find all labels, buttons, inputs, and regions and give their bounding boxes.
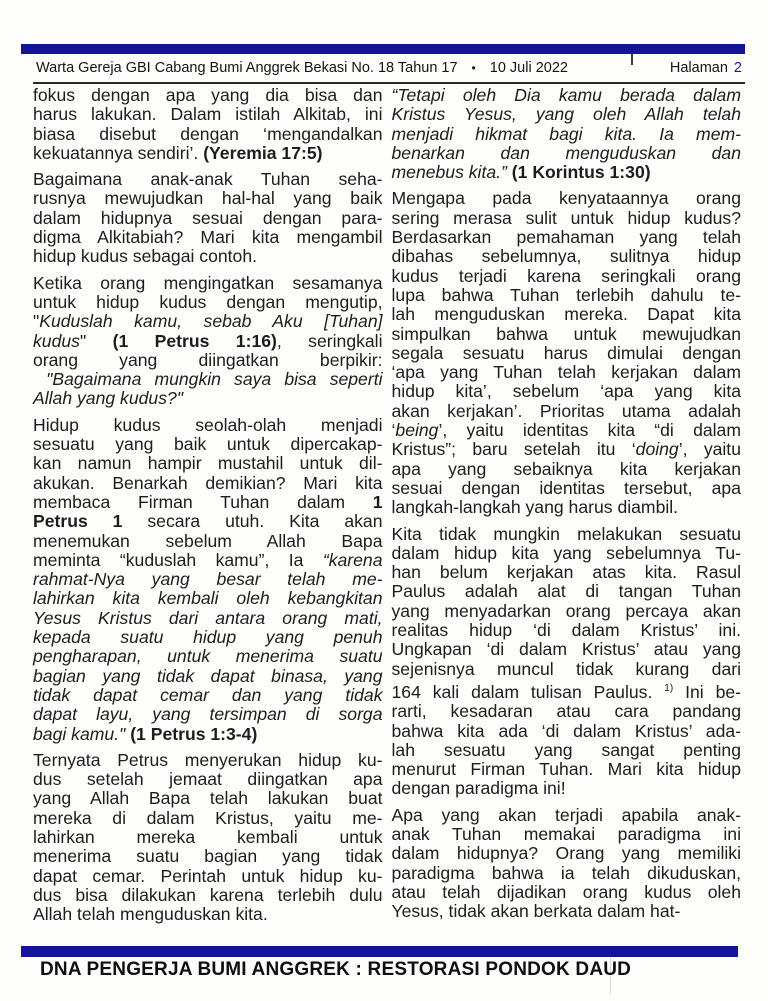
text-line [392, 760, 742, 779]
text-run: akan kerjakan’. Prioritas utama adalah [391, 400, 741, 421]
footnote-marker: 1) [664, 682, 674, 694]
text-line [392, 363, 742, 382]
text-run: dengan paradigma ini! [391, 778, 566, 799]
text-line [33, 828, 383, 847]
text-line [392, 806, 742, 825]
text-run: Kuduslah kamu, sebab Aku [Tuhan] [39, 311, 383, 332]
text-run: sesuatu yang baik untuk dipercakap- [33, 434, 383, 455]
text-line [33, 170, 383, 189]
text-run: menerima suatu bagian yang tidak [33, 846, 383, 867]
text-line [392, 402, 742, 421]
text-run: Kristus”; baru setelah itu ‘ [391, 439, 636, 460]
text-run: sering merasa sulit untuk hidup kudus? [391, 207, 741, 228]
text-run: Mengapa pada kenyataannya orang [391, 188, 741, 209]
text-line [33, 105, 383, 124]
text-run: 1 [372, 491, 383, 512]
text-line [392, 286, 742, 305]
text-line [392, 844, 742, 863]
text-run: dalam hidup kita yang sebelumnya Tu- [391, 542, 741, 563]
text-run: hidup kudus sebagai contoh. [33, 246, 258, 267]
text-run: Ternyata Petrus menyerukan hidup ku- [33, 749, 383, 770]
text-run: atau telah dijadikan orang kudus oleh [391, 881, 741, 902]
text-run: Ketika orang mengingatkan sesamanya [33, 272, 383, 293]
text-run: lupa bahwa Tuhan terlebih dahulu te- [391, 284, 741, 305]
text-line [33, 647, 383, 666]
text-line [392, 189, 742, 208]
text-run: (1 Petrus 1:3-4) [130, 723, 258, 744]
text-run: yang Allah Bapa telah lakukan buat [33, 788, 383, 809]
text-run: menurut Firman Tuhan. Mari kita hidup [391, 759, 741, 780]
text-line [33, 416, 383, 435]
text-line [392, 105, 742, 124]
text-line [33, 189, 383, 208]
paragraph [33, 274, 383, 409]
text-run: kan namun hampir mustahil untuk dil- [33, 453, 383, 474]
paragraph [33, 170, 383, 266]
text-run: lah sesuatu yang sangat penting [391, 739, 741, 760]
text-run: Berdasarkan pemahaman yang telah [391, 227, 741, 248]
text-line [392, 679, 742, 702]
text-run: kudus [33, 330, 80, 351]
text-line [392, 660, 742, 679]
text-run: ‘ [391, 420, 396, 441]
text-line [392, 563, 742, 582]
header-rule [33, 82, 745, 84]
text-run: 164 kali dalam tulisan Paulus. [391, 681, 665, 702]
newsletter-title: Warta Gereja GBI Cabang Bumi Anggrek Bekasi No. 18 Tahun 17 [36, 60, 458, 76]
paragraph [33, 86, 383, 163]
text-run: paradigma bahwa ia telah dikuduskan, [391, 862, 741, 883]
text-line [33, 293, 383, 312]
text-run: , seringkali [276, 330, 383, 351]
text-run: harus lakukan. Dalam istilah Alkitab, ini [33, 104, 383, 125]
text-run: benarkan dan menguduskan dan [391, 142, 741, 163]
article-column-right [392, 86, 742, 924]
text-line [392, 125, 742, 144]
text-run: mereka di dalam Kristus, yaitu me- [33, 807, 383, 828]
text-line [33, 905, 383, 924]
text-run: yang menyadarkan orang percaya akan [391, 600, 741, 621]
text-run: "Bagaimana mungkin saya bisa seperti [46, 369, 383, 390]
text-line [392, 325, 742, 344]
text-run: Yesus, tidak akan berkata dalam hat- [391, 901, 681, 922]
text-line [33, 628, 383, 647]
text-line [33, 351, 383, 370]
text-line [392, 702, 742, 721]
text-line [33, 144, 383, 163]
text-run: dus setelah jemaat diingatkan apa [33, 769, 383, 790]
text-run: sejenisnya muncul tidak kurang dari [391, 658, 741, 679]
text-line [392, 247, 742, 266]
text-line [33, 609, 383, 628]
text-line [392, 544, 742, 563]
text-line [33, 274, 383, 293]
text-run: menjadi hikmat bagi kita. Ia mem- [391, 123, 741, 144]
text-line [392, 421, 742, 440]
text-line [392, 209, 742, 228]
text-line [33, 551, 383, 570]
text-line [33, 770, 383, 789]
text-line [33, 493, 383, 512]
text-run: Paulus adalah alat di tangan Tuhan [391, 581, 741, 602]
text-run: Allah yang kudus?" [33, 388, 184, 409]
top-accent-bar [21, 44, 745, 54]
text-run: sesuai dengan identitas tersebut, apa [391, 477, 741, 498]
text-run: secara utuh. Kita akan [122, 511, 383, 532]
text-line [33, 725, 383, 744]
text-run: anak Tuhan memakai paradigma ini [391, 823, 741, 844]
text-line [392, 344, 742, 363]
text-line [392, 722, 742, 741]
text-run: " [33, 311, 40, 332]
text-line [392, 163, 742, 182]
page-header [36, 56, 742, 80]
text-run: bagian yang tidak dapat binasa, yang [33, 665, 383, 686]
text-run: han belum kerjakan atas kita. Rasul [391, 562, 741, 583]
text-run: digma Alkitabiah? Mari kita mengambil [33, 227, 383, 248]
paragraph [33, 751, 383, 925]
text-run: ’, yaitu [678, 439, 741, 460]
text-line [392, 525, 742, 544]
text-line [33, 686, 383, 705]
text-run: bahwa kita ada ‘di dalam Kristus’ ada- [391, 720, 741, 741]
text-run: pengharapan, untuk menerima suatu [33, 646, 383, 667]
page-label: Halaman [669, 60, 728, 76]
text-run: hidup kita’, sebelum ‘apa yang kita [391, 381, 741, 402]
text-run: dibahas sebelumnya, sulitnya hidup [391, 246, 741, 267]
text-line [392, 86, 742, 105]
article-body [33, 86, 741, 924]
text-line [392, 460, 742, 479]
paragraph [33, 416, 383, 744]
text-run: segala sesuatu harus dimulai dengan [391, 342, 741, 363]
text-run: kepada suatu hidup yang penuh [33, 627, 383, 648]
text-line [392, 479, 742, 498]
text-line [392, 305, 742, 324]
text-run: apa yang sebaiknya kita kerjakan [391, 458, 741, 479]
text-run: simpulkan bahwa untuk mewujudkan [391, 323, 741, 344]
text-run: rarti, kesadaran atau cara pandang [391, 701, 741, 722]
text-run: (1 Petrus 1:16) [112, 330, 277, 351]
text-line [392, 582, 742, 601]
text-run: dalam hidupnya? Orang yang memiliki [391, 843, 741, 864]
text-line [33, 705, 383, 724]
text-line [33, 86, 383, 105]
text-run: Kita tidak mungkin melakukan sesuatu [391, 523, 741, 544]
bullet-separator-icon: • [471, 61, 476, 75]
text-line [33, 370, 383, 389]
text-run: Ungkapan ‘di dalam Kristus’ atau yang [391, 639, 741, 660]
text-run: “karena [322, 549, 383, 570]
text-line [33, 435, 383, 454]
text-run: Hidup kudus seolah-olah menjadi [33, 414, 383, 435]
text-line [33, 847, 383, 866]
text-run: dapat layu, yang tersimpan di sorga [33, 704, 383, 725]
text-line [392, 741, 742, 760]
text-run: Kristus Yesus, yang oleh Allah telah [391, 104, 741, 125]
text-run: Bagaimana anak-anak Tuhan seha- [33, 169, 383, 190]
text-line [33, 125, 383, 144]
text-run: lahirkan kita kembali oleh kebangkitan [33, 588, 383, 609]
text-run: langkah-langkah yang harus diambil. [391, 497, 679, 518]
text-line [392, 267, 742, 286]
text-run: ‘apa yang Tuhan telah kerjakan dalam [391, 362, 741, 383]
text-run: rusnya mewujudkan hal-hal yang baik [33, 188, 383, 209]
text-line [33, 809, 383, 828]
text-line [392, 640, 742, 659]
text-run: menebus kita.” [391, 162, 512, 183]
text-run: Apa yang akan terjadi apabila anak- [391, 804, 741, 825]
text-run: “Tetapi oleh Dia kamu berada dalam [391, 85, 741, 105]
text-run: rahmat-Nya yang besar telah me- [33, 569, 383, 590]
text-run: untuk hidup kudus dengan mengutip, [33, 291, 383, 312]
text-line [33, 312, 383, 331]
text-line [392, 382, 742, 401]
text-line [33, 751, 383, 770]
text-run: bagi kamu." [33, 723, 126, 744]
text-line [33, 867, 383, 886]
text-line [392, 440, 742, 459]
text-run: tidak dapat cemar dan yang tidak [33, 684, 383, 705]
text-run: biasa disebut dengan ‘mengandalkan [33, 123, 383, 144]
text-run: lah menguduskan mereka. Dapat kita [391, 304, 741, 325]
text-run: meminta “kuduslah kamu”, Ia [33, 549, 323, 570]
text-run: Ini be- [673, 681, 741, 702]
text-run: realitas hidup ‘di dalam Kristus’ ini. [391, 620, 741, 641]
text-line [33, 332, 383, 351]
text-run: dalam hidupnya sesuai dengan para- [33, 207, 383, 228]
text-line [392, 825, 742, 844]
text-line [392, 228, 742, 247]
text-run: " [79, 330, 113, 351]
paragraph [392, 806, 742, 922]
issue-date: 10 Juli 2022 [489, 60, 568, 76]
text-line [392, 902, 742, 921]
text-run: lahirkan mereka kembali untuk [33, 826, 383, 847]
text-run: orang yang diingatkan berpikir: [33, 349, 383, 370]
bottom-accent-bar [21, 946, 738, 957]
text-run: dus bisa dilakukan karena terlebih dulu [33, 884, 383, 905]
text-run: akukan. Benarkah demikian? Mari kita [33, 472, 383, 493]
text-line [33, 886, 383, 905]
text-line [392, 498, 742, 517]
article-column-left [33, 86, 383, 924]
text-run: (1 Korintus 1:30) [511, 162, 651, 183]
text-line [33, 667, 383, 686]
text-line [392, 144, 742, 163]
text-run: menemukan sebelum Allah Bapa [33, 530, 383, 551]
text-run: Petrus 1 [33, 511, 123, 532]
text-line [392, 779, 742, 798]
text-line [392, 864, 742, 883]
text-line [33, 589, 383, 608]
text-line [392, 883, 742, 902]
text-run: Yesus Kristus dari antara orang mati, [33, 607, 383, 628]
text-line [392, 621, 742, 640]
footer-motto: DNA PENGERJA BUMI ANGGREK : RESTORASI PONDOK DAUD [40, 959, 632, 980]
text-line [392, 602, 742, 621]
text-run: (Yeremia 17:5) [203, 142, 323, 163]
text-line [33, 209, 383, 228]
text-run [33, 369, 46, 389]
text-line [33, 228, 383, 247]
text-line [33, 512, 383, 531]
text-run: being [395, 420, 439, 441]
text-run: dapat cemar. Perintah untuk hidup ku- [33, 865, 383, 886]
text-run: doing [635, 439, 679, 460]
header-cell-border [631, 54, 633, 65]
text-line [33, 532, 383, 551]
text-line [33, 570, 383, 589]
text-run: ’, yaitu identitas kita “di dalam [438, 420, 741, 441]
page-number: 2 [733, 60, 742, 76]
text-line [33, 247, 383, 266]
paragraph [392, 86, 742, 182]
text-line [33, 789, 383, 808]
text-run: kekuatannya sendiri’. [33, 142, 204, 163]
text-line [33, 454, 383, 473]
text-line [33, 389, 383, 408]
text-run: fokus dengan apa yang dia bisa dan [33, 85, 383, 105]
text-line [33, 474, 383, 493]
paragraph [392, 525, 742, 799]
text-run: Allah telah menguduskan kita. [33, 904, 268, 925]
paragraph [392, 189, 742, 517]
text-run: kudus terjadi karena seringkali orang [391, 265, 741, 286]
text-run: membaca Firman Tuhan dalam [33, 491, 373, 512]
